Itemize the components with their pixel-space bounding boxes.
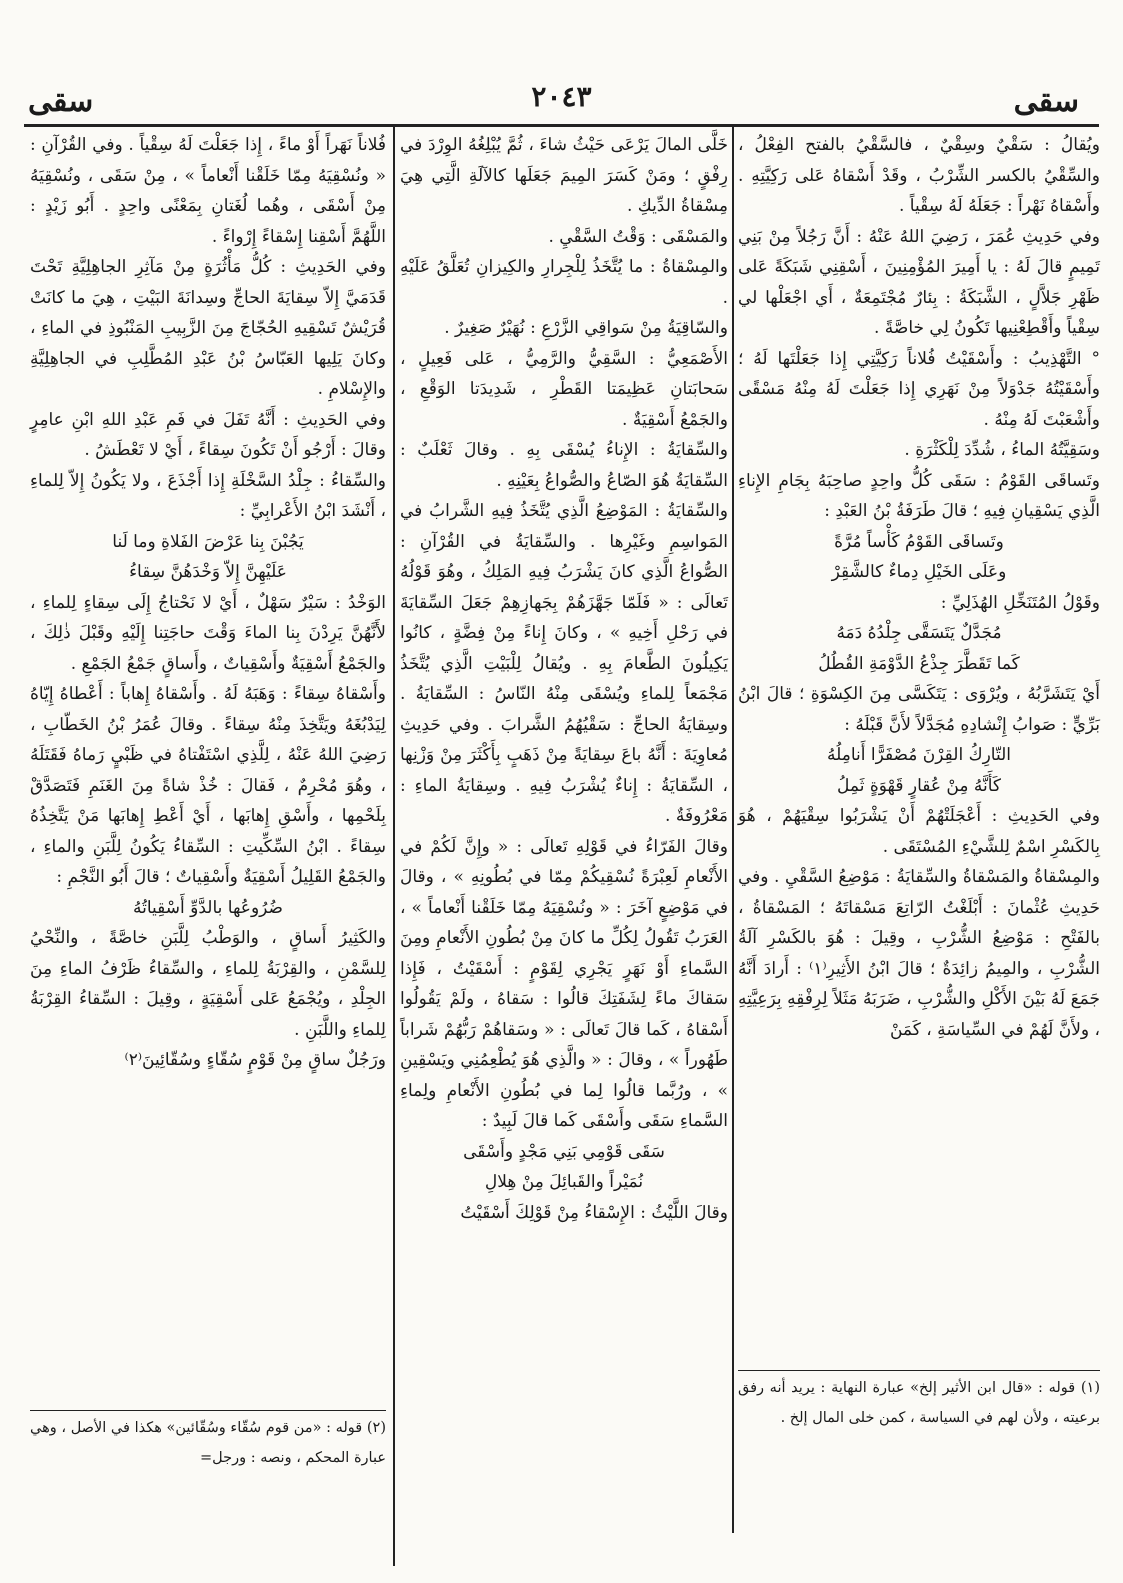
entry-paragraph: وتَساقَى القَوْمُ : سَقَى كُلُّ واحِدٍ صاحِبَهُ بِجَامِ الإِناءِ الَّذِي يَسْقِيانِ فِيهِ ؛ قالَ طَرَفَةُ بْنُ العَبْدِ : — [738, 470, 1100, 521]
entry-paragraph: وقَوْلُ المُتَنَخِّلِ الهُذَلِيِّ : — [940, 592, 1100, 613]
footnote-rule-left — [30, 1410, 386, 1411]
entry-paragraph: وفي الحَدِيثِ : كُلُّ مَأْثُرَةٍ مِنْ مَآثِرِ الجاهِلِيَّةِ تَحْتَ قَدَمَيَّ إِلاّ سِقايَةَ الحاجِّ وسِدانَةَ البَيْتِ ، هِيَ ما كانَتْ قُرَيْشٌ تَسْقِيهِ الحُجّاجَ مِنَ الزَّبِيبِ المَنْبُوذِ في الماءِ ، وكانَ يَلِيها العَبّاسُ بْنُ عَبْدِ المُطَّلِبِ في الجاهِلِيَّةِ والإِسْلامِ . — [30, 257, 386, 399]
entry-paragraph: وقالَ الفَرّاءُ في قَوْلِهِ تَعالَى : « وإِنَّ لَكُمْ في الأَنْعامِ لَعِبْرَةً نُسْقِيكُمْ مِمّا في بُطُونِهِ » ، وقالَ في مَوْضِعٍ آخَرَ : « ونُسْقِيَهُ مِمّا خَلَقْنا أَنْعاماً » ، العَرَبُ تَقُولُ لِكُلِّ ما كانَ مِنْ بُطُونِ الأَنْعامِ ومِنَ السَّماءِ أَوْ نَهَرٍ يَجْرِي لِقَوْمٍ : أَسْقَيْتُ ، فَإِذا سَقاكَ ماءً لِشَفَتِكَ قالُوا : سَقاهُ ، ولَمْ يَقُولُوا أَسْقاهُ ، كَما قالَ تَعالَى : « وسَقاهُمْ رَبُّهُمْ شَراباً طَهُوراً » ، وقالَ : « والَّذِي هُوَ يُطْعِمُنِي ويَسْقِينِ » ، ورُبَّما قالُوا لِما في بُطُونِ الأَنْعامِ ولِماءِ السَّماءِ سَقَى وأَسْقَى كَما قالَ لَبِيدٌ : — [400, 836, 728, 1131]
header-rule — [24, 124, 1099, 127]
entry-paragraph: ويُقالُ : سَقْيٌ وسِقْيٌ ، فالسَّقْيُ بالفتح الفِعْلُ ، والسِّقْيُ بالكسر الشِّرْبُ ، وقَدْ أَسْقاهُ عَلى رَكِيَّتِهِ . وأَسْقاهُ نَهْراً : جَعَلَهُ لَهُ سِقْياً . — [738, 135, 1100, 216]
header-root-word-right: سقى — [1013, 84, 1079, 119]
entry-paragraph: وفي الحَدِيثِ : أَعْجَلَتْهُمْ أَنْ يَشْرَبُوا سِقْيَهُمْ ، هُوَ بِالكَسْرِ اسْمٌ لِلشَّيْءِ المُسْتَقَى . — [738, 806, 1100, 857]
entry-paragraph: والكَثِيرُ أَساقٍ ، والوَطْبُ لِلَّبَنِ خاصَّةً ، والنِّحْيُ لِلسَّمْنِ ، والقِرْبَةُ لِلماءِ ، والسِّقاءُ ظَرْفُ الماءِ مِنَ الجِلْدِ ، ويُجْمَعُ عَلى أَسْقِيَةٍ ، وقِيلَ : السِّقاءُ القِرْبَةُ لِلماءِ واللَّبَنِ . — [30, 928, 386, 1040]
entry-paragraph: أَيْ يَتَشَرَّبُهُ ، ويُرْوَى : يَتَكَسَّى مِنَ الكِسْوَةِ ؛ قالَ ابْنُ بَرِّيٍّ : صَوابُ إِنْشادِهِ مُجَدَّلاً لأَنَّ قَبْلَهُ : — [738, 684, 1100, 735]
column-left — [30, 130, 386, 1076]
entry-paragraph: كَما تَقَطَّرَ جِذْعُ الدَّوْمَةِ القُطُلُ — [818, 653, 1020, 674]
entry-paragraph: والسِّقايَةُ : المَوْضِعُ الَّذِي يُتَّخَذُ فِيهِ الشَّرابُ في المَواسِمِ وغَيْرِها . والسِّقايَةُ في القُرْآنِ : الصُّواعُ الَّذِي كانَ يَشْرَبُ فِيهِ المَلِكُ ، وهُوَ قَوْلُهُ تَعالَى : « فَلَمّا جَهَّزَهُمْ بِجَهازِهِمْ جَعَلَ السِّقايَةَ في رَحْلِ أَخِيهِ » ، وكانَ إِناءً مِنْ فِضَّةٍ ، كانُوا يَكِيلُونَ الطَّعامَ بِهِ . ويُقالُ لِلْبَيْتِ الَّذِي يُتَّخَذُ مَجْمَعاً لِلماءِ ويُسْقَى مِنْهُ النّاسُ : السِّقايَةُ . وسِقايَةُ الحاجِّ : سَقْيُهُمُ الشَّرابَ . وفي حَدِيثِ مُعاوِيَةَ : أَنَّهُ باعَ سِقايَةً مِنْ ذَهَبٍ بِأَكْثَرَ مِنْ وَزْنِها ، السِّقايَةُ : إِناءٌ يُشْرَبُ فِيهِ . وسِقايَةُ الماءِ : مَعْرُوفَةٌ . — [400, 501, 728, 826]
entry-paragraph: ° التَّهْذِيبُ : وأَسْقَيْتُ فُلاناً رَكِيَّتِي إِذا جَعَلْتَها لَهُ ؛ وأَسْقَيْتُهُ جَدْوَلاً مِنْ نَهَرِي إِذا جَعَلْتَ لَهُ مِنْهُ مَسْقًى وأَشْعَبْتَ لَهُ مِنْهُ . — [738, 348, 1100, 430]
entry-paragraph: وقالَ اللَّيْثُ : الإِسْقاءُ مِنْ قَوْلِكَ أَسْقَيْتُ — [460, 1202, 728, 1223]
entry-paragraph: والمِسْقاةُ والمَسْقاةُ والسِّقايَةُ : مَوْضِعُ السَّقْيِ . وفي حَدِيثِ عُثْمانَ : أَبْلَغْتُ الرّاتِعَ مَسْقاتَهُ ؛ المَسْقاةُ ، بالفَتْحِ : مَوْضِعُ الشُّرْبِ ، وقِيلَ : هُوَ بالكَسْرِ آلَةُ الشُّرْبِ ، والمِيمُ زائِدَةٌ ؛ قالَ ابْنُ الأَثِيرِ⁽١⁾ : أَرادَ أَنَّهُ جَمَعَ لَهُ بَيْنَ الأَكْلِ والشُّرْبِ ، ضَرَبَهُ مَثَلاً لِرِفْقِهِ بِرَعِيَّتِهِ ، ولأَنَّ لَهُمْ في السِّياسَةِ ، كَمَنْ — [738, 867, 1100, 1040]
entry-paragraph: كَأَنَّهُ مِنْ عُقارٍ قَهْوَةٍ ثَمِلُ — [837, 775, 1001, 796]
entry-paragraph: وفي الحَدِيثِ : أَنَّهُ تَفَلَ في فَمِ عَبْدِ اللهِ ابْنِ عامِرٍ وقالَ : أَرْجُو أَنْ تَكُونَ سِقاءً ، أَيْ لا تَعْطَشُ . — [30, 409, 386, 460]
header-root-word-left: سقى — [28, 84, 94, 119]
entry-paragraph: مُجَدَّلٌ يَتَسَقَّى جِلْدُهُ دَمَهُ — [836, 623, 1002, 643]
entry-paragraph: والسِّقاءُ : جِلْدُ السَّخْلَةِ إِذا أَجْذَعَ ، ولا يَكُونُ إِلاّ لِلماءِ ، أَنْشَدَ ابْنُ الأَعْرابِيِّ : — [30, 470, 386, 521]
entry-paragraph: الوَخْدُ : سَيْرٌ سَهْلٌ ، أَيْ لا نَحْتاجُ إِلَى سِقاءٍ لِلماءِ ، لأَنَّهُنَّ يَرِدْنَ بِنا الماءَ وَقْتَ حاجَتِنا إِلَيْهِ وقَبْلَ ذٰلِكَ ، والجَمْعُ أَسْقِيَةٌ وأَسْقِياتٌ ، وأَساقٍ جَمْعُ الجَمْعِ . — [30, 592, 386, 674]
entry-paragraph: وتَساقَى القَوْمُ كَأْساً مُرَّةً — [834, 531, 1004, 552]
column-right — [738, 130, 1100, 1045]
footnote-rule-right — [738, 1370, 1100, 1371]
entry-paragraph: وسَقِيَّتُهُ الماءُ ، شُدِّدَ لِلْكَثْرَةِ . — [904, 440, 1100, 460]
entry-paragraph: وأَسْقاهُ سِقاءً : وَهَبَهُ لَهُ . وأَسْقاهُ إِهاباً : أَعْطاهُ إِيّاهُ لِيَدْبُغَهُ ويَتَّخِذَ مِنْهُ سِقاءً . وقالَ عُمَرُ بْنُ الخَطّابِ ، رَضِيَ اللهُ عَنْهُ ، لِلَّذِي اسْتَفْتاهُ في ظَبْيٍ رَماهُ فَقَتَلَهُ ، وهُوَ مُحْرِمٌ ، فَقالَ : خُذْ شاةً مِنَ الغَنَمِ فَتَصَدَّقْ بِلَحْمِها ، وأَسْقِ إِهابَها ، أَيْ أَعْطِ إِهابَها مَنْ يَتَّخِذُهُ سِقاءً . ابْنُ السِّكِّيتِ : السِّقاءُ يَكُونُ لِلَّبَنِ والماءِ ، والجَمْعُ القَلِيلُ أَسْقِيَةٌ وأَسْقِياتٌ ؛ قالَ أَبُو النَّجْمِ : — [30, 684, 386, 887]
column-divider-left — [393, 126, 395, 1566]
entry-paragraph: فُلاناً نَهَراً أَوْ ماءً ، إِذا جَعَلْتَ لَهُ سِقْياً . وفي القُرْآنِ : « ونُسْقِيَهُ مِمّا خَلَقْنا أَنْعاماً » ، مِنْ سَقَى ، ونُسْقِيَهُ مِنْ أَسْقَى ، وهُما لُغَتانِ بِمَعْنًى واحِدٍ . أَبُو زَيْدٍ : اللَّهُمَّ أَسْقِنا إِسْقاءً إِرْواءً . — [30, 135, 386, 247]
entry-paragraph: عَلَيْهِنَّ إِلاّ وَخْدَهُنَّ سِقاءُ — [129, 562, 287, 582]
footnote-left: (٢) قوله : «من قوم سُقّاء وسُقّائين» هكذا في الأصل ، وهي عبارة المحكم ، ونصه : ورجل= — [30, 1420, 386, 1466]
entry-paragraph: والسِّقايَةُ : الإِناءُ يُسْقَى بِهِ . وقالَ ثَعْلَبٌ : السِّقايَةُ هُوَ الصّاعُ والصُّواعُ بِعَيْنِهِ . — [400, 440, 728, 491]
column-middle — [400, 130, 728, 1228]
entry-paragraph: نُمَيْراً والقَبائِلَ مِنْ هِلالِ — [484, 1172, 644, 1192]
footnote-right: (١) قوله : «قال ابن الأثير إلخ» عبارة النهاية : يريد أنه رفق برعيته ، ولأن لهم في السياسة ، كمن خلى المال إلخ . — [738, 1380, 1100, 1426]
entry-paragraph: خَلَّى المالَ يَرْعَى حَيْثُ شاءَ ، ثُمَّ يُبْلِغُهُ الوِرْدَ في رِفْقٍ ؛ ومَنْ كَسَرَ المِيمَ جَعَلَها كالآلَةِ الَّتِي هِيَ مِسْقاةُ الدِّيكِ . — [400, 135, 728, 216]
entry-paragraph: ورَجُلٌ ساقٍ مِنْ قَوْمٍ سُقّاءٍ وسُقّائِينَ⁽٢⁾ — [124, 1050, 386, 1070]
column-divider-right — [732, 126, 734, 1533]
entry-paragraph: سَقَى قَوْمِي بَنِي مَجْدٍ وأَسْقَى — [463, 1141, 665, 1162]
entry-paragraph: الأَصْمَعِيُّ : السَّقِيُّ والرَّمِيُّ ، عَلى فَعِيلٍ ، سَحابَتانِ عَظِيمَتا القَطْرِ ، شَدِيدَتا الوَقْعِ ، والجَمْعُ أَسْقِيَةٌ . — [400, 348, 728, 430]
entry-paragraph: والسّاقِيَةُ مِنْ سَواقِي الزَّرْعِ : نُهَيْرٌ صَغِيرٌ . — [444, 318, 728, 338]
entry-paragraph: ضُرُوعُها بالدَّوِّ أَسْقِياتُهُ — [133, 897, 283, 918]
page-number: ٢٠٤٣ — [531, 80, 592, 113]
entry-paragraph: يَجُبْنَ بِنا عَرْضَ الفَلاةِ وما لَنا — [112, 531, 304, 552]
entry-paragraph: التّارِكُ القِرْنَ مُصْفَرًّا أَنامِلُهُ — [826, 745, 1012, 765]
entry-paragraph: والمِسْقاةُ : ما يُتَّخَذُ لِلْجِرارِ والكِيزانِ تُعَلَّقُ عَلَيْهِ . — [400, 257, 728, 308]
entry-paragraph: وفي حَدِيثِ عُمَرَ ، رَضِيَ اللهُ عَنْهُ : أَنَّ رَجُلاً مِنْ بَنِي تَمِيمٍ قالَ لَهُ : يا أَمِيرَ المُؤْمِنِينَ ، أَسْقِنِي شَبَكَةً عَلى ظَهْرِ جَلاَّلٍ ، الشَّبَكَةُ : بِئارٌ مُجْتَمِعَةٌ ، أَي اجْعَلْها لي سِقْياً وأَقْطِعْنِيها تَكُونُ لِي خاصَّةً . — [738, 226, 1100, 338]
entry-paragraph: وعَلَى الخَيْلِ دِماءٌ كالشَّقِرْ — [831, 562, 1007, 582]
entry-paragraph: والمَسْقَى : وَقْتُ السَّقْيِ . — [548, 226, 728, 247]
